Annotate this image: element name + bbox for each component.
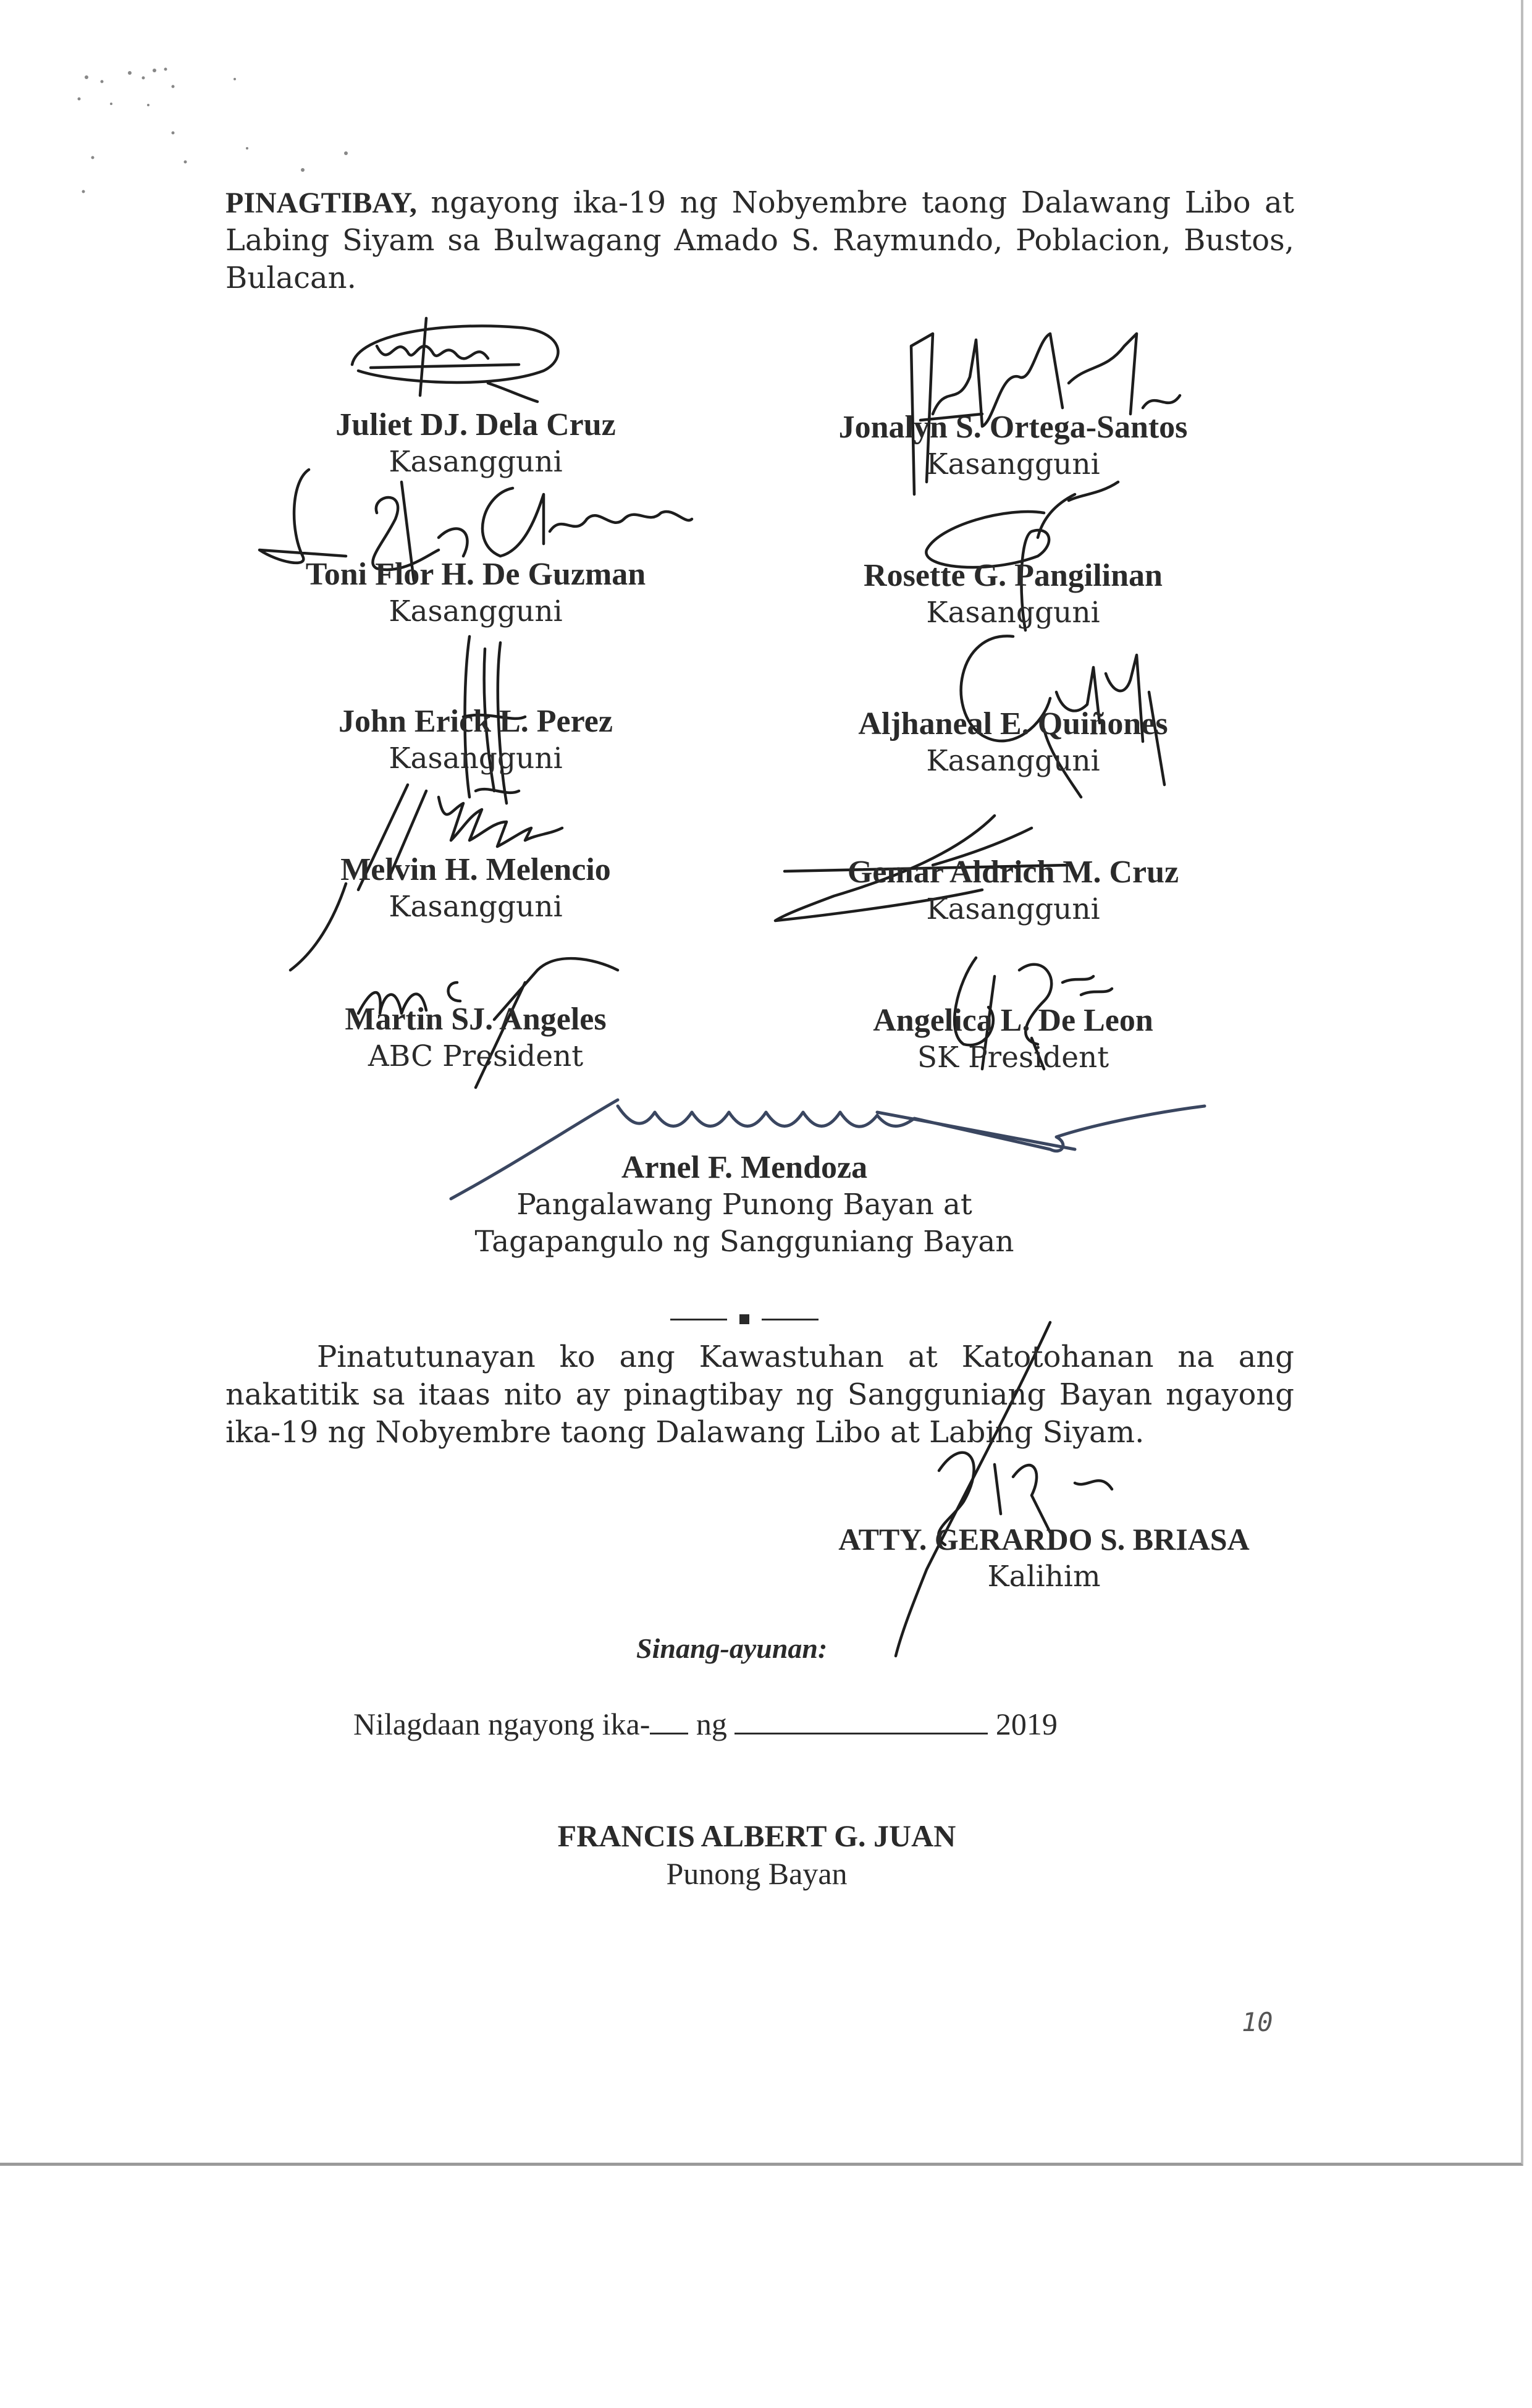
mayor-block	[494, 1817, 1019, 1892]
signatory-name: Martin SJ. Angeles	[345, 1002, 607, 1037]
signatory-title: ABC President	[368, 1039, 584, 1073]
section-divider	[670, 1312, 819, 1327]
signatory-name: Jonalyn S. Ortega-Santos	[838, 410, 1188, 445]
signatory-title: Kasangguni	[389, 445, 563, 479]
certification-text: Pinatutunayan ko ang Kawastuhan at Katotohanan na ang nakatitik sa itaas nito ay pinagtibay ng Sangguniang Bayan ngayong ika-19 ng Nobyembre taong Dalawang Libo at Labing Siyam.	[225, 1340, 1294, 1450]
resolution-text: ngayong ika-19 ng Nobyembre taong Dalawang Libo at Labing Siyam sa Bulwagang Amado S. Raymundo, Poblacion, Bustos, Bulacan.	[225, 185, 1294, 295]
secretary-block	[797, 1520, 1291, 1595]
resolution-paragraph	[225, 184, 1294, 297]
resolution-lead: PINAGTIBAY,	[225, 187, 417, 219]
signatory-name: Angelica L. De Leon	[873, 1003, 1153, 1038]
signatory-title: Kasangguni	[926, 892, 1100, 926]
signatory-8	[272, 1001, 680, 1075]
day-blank	[650, 1708, 688, 1734]
signatory-5	[797, 706, 1229, 780]
signed-prefix: Nilagdaan ngayong ika-	[353, 1707, 650, 1741]
signatory-name: Juliet DJ. Dela Cruz	[335, 407, 616, 442]
signatory-title: Kasangguni	[926, 744, 1100, 778]
secretary-title: Kalihim	[987, 1560, 1101, 1594]
vice-mayor-title-1: Pangalawang Punong Bayan at	[516, 1188, 972, 1222]
signature-dela-cruz	[334, 309, 581, 420]
signatory-title: Kasangguni	[926, 447, 1100, 481]
signatory-title: Kasangguni	[389, 594, 563, 628]
signatory-title: SK President	[917, 1041, 1109, 1075]
mayor-title: Punong Bayan	[666, 1856, 848, 1891]
mayor-name: FRANCIS ALBERT G. JUAN	[557, 1819, 956, 1853]
signed-date-line	[353, 1705, 1058, 1743]
signatory-3	[797, 557, 1229, 632]
signatory-name: Aljhaneal E. Quiñones	[858, 706, 1168, 741]
approval-heading: Sinang-ayunan:	[636, 1633, 828, 1664]
signatory-9	[797, 1002, 1229, 1076]
signatory-name: Rosette G. Pangilinan	[864, 558, 1163, 593]
month-blank	[734, 1708, 988, 1734]
signatory-name: Melvin H. Melencio	[340, 852, 611, 887]
vice-mayor-name: Arnel F. Mendoza	[621, 1150, 868, 1185]
signatory-2	[272, 556, 680, 630]
signatory-name: Gemar Aldrich M. Cruz	[847, 855, 1179, 890]
vice-mayor-block	[395, 1149, 1093, 1261]
signed-mid: ng	[696, 1707, 727, 1741]
vice-mayor-title-2: Tagapangulo ng Sangguniang Bayan	[474, 1225, 1014, 1259]
signatory-6	[272, 851, 680, 926]
secretary-name: ATTY. GERARDO S. BRIASA	[838, 1522, 1250, 1557]
signatory-7	[797, 854, 1229, 928]
signatory-name: Toni Flor H. De Guzman	[305, 557, 646, 592]
scan-specks	[0, 0, 371, 210]
signatory-0	[272, 407, 680, 481]
page-number: 10	[1242, 2007, 1273, 2037]
signatory-title: Kasangguni	[926, 596, 1100, 630]
signatory-title: Kasangguni	[389, 741, 563, 775]
signatory-1	[797, 409, 1229, 483]
signatory-name: John Erick L. Perez	[339, 704, 613, 739]
signed-year: 2019	[995, 1707, 1058, 1741]
signatory-title: Kasangguni	[389, 890, 563, 924]
signatory-4	[272, 703, 680, 777]
certification-paragraph	[225, 1338, 1294, 1451]
